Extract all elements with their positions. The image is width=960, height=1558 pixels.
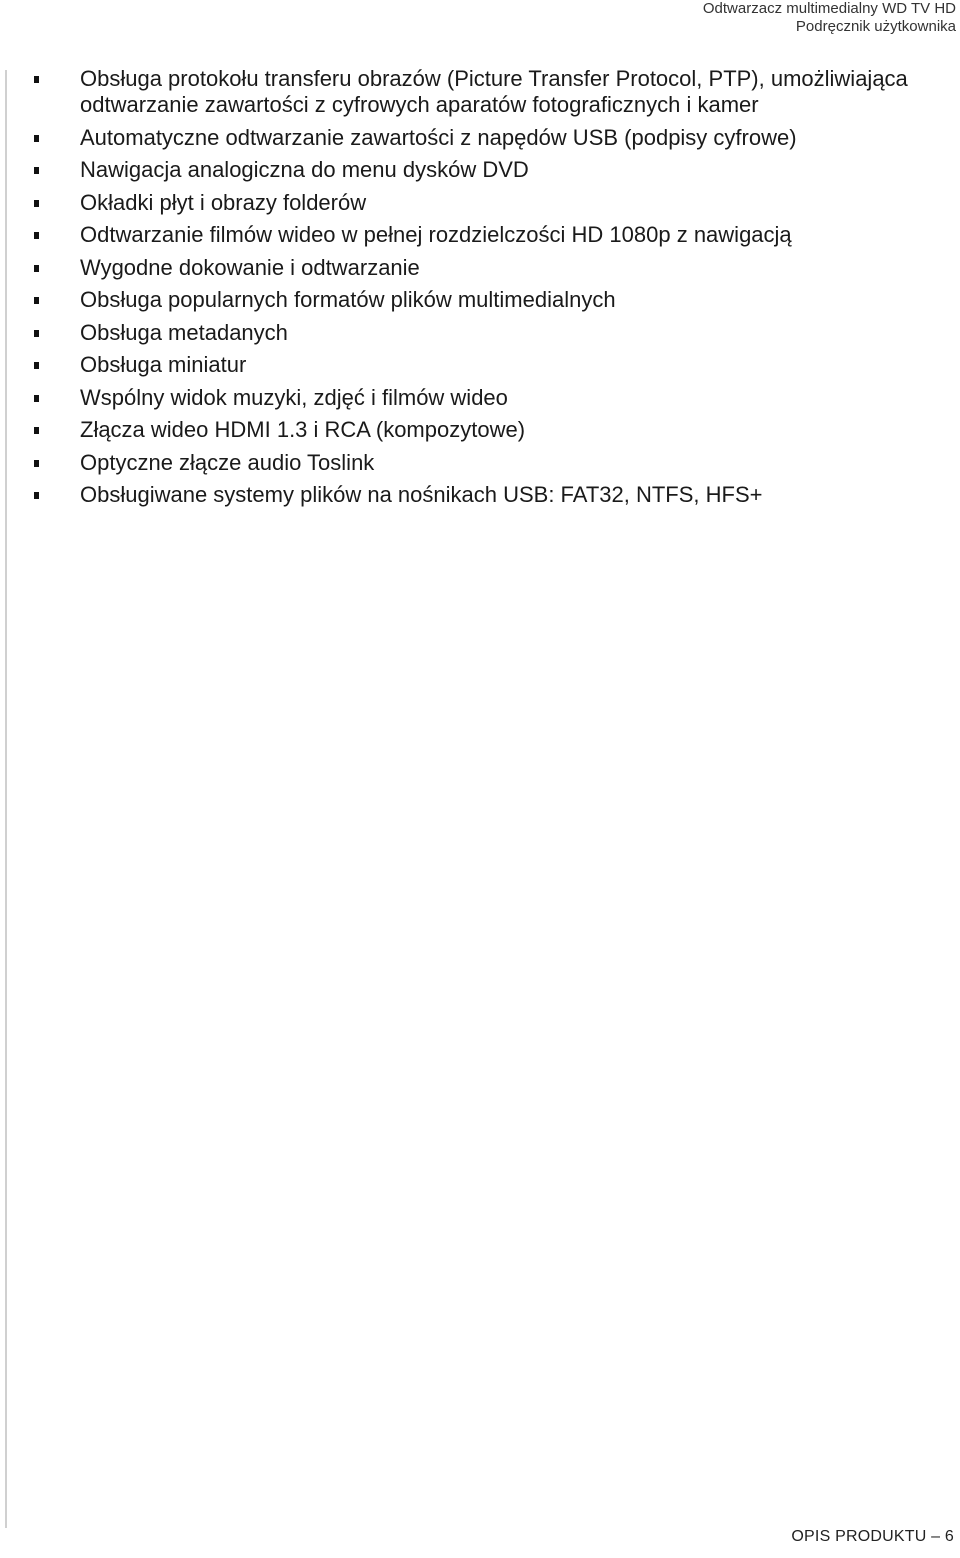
feature-text: Obsługa popularnych formatów plików multimedialnych bbox=[80, 287, 616, 312]
feature-text: Automatyczne odtwarzanie zawartości z napędów USB (podpisy cyfrowe) bbox=[80, 124, 797, 150]
feature-item-metadata bbox=[0, 320, 960, 346]
feature-text: Odtwarzanie filmów wideo w pełnej rozdzielczości HD 1080p z nawigacją bbox=[80, 222, 792, 247]
feature-text: Obsługa miniatur bbox=[80, 352, 247, 377]
page-footer bbox=[791, 1528, 954, 1546]
feature-text: Okładki płyt i obrazy folderów bbox=[80, 189, 367, 215]
bullet-icon bbox=[34, 362, 39, 369]
bullet-icon bbox=[34, 492, 39, 499]
bullet-icon bbox=[34, 395, 39, 402]
feature-text: Wygodne dokowanie i odtwarzanie bbox=[80, 254, 420, 280]
feature-item-dvd-navigation bbox=[0, 157, 960, 183]
feature-item-formats bbox=[0, 287, 960, 313]
feature-text: Wspólny widok muzyki, zdjęć i filmów wideo bbox=[80, 384, 508, 410]
bullet-icon bbox=[34, 76, 39, 83]
footer-section-title: OPIS PRODUKTU bbox=[791, 1528, 927, 1545]
bullet-icon bbox=[34, 460, 39, 467]
header-manual-title: Podręcznik użytkownika bbox=[795, 18, 956, 35]
feature-item-album-art bbox=[0, 190, 960, 216]
bullet-icon bbox=[34, 200, 39, 207]
bullet-icon bbox=[34, 135, 39, 142]
feature-text: Obsługa metadanych bbox=[80, 319, 288, 345]
bullet-icon bbox=[34, 232, 39, 239]
bullet-icon bbox=[34, 427, 39, 434]
feature-item-video-connectors bbox=[0, 417, 960, 443]
feature-item-unified-view bbox=[0, 385, 960, 411]
feature-item-file-systems bbox=[0, 482, 960, 508]
feature-item-ptp bbox=[0, 66, 960, 118]
feature-item-docking bbox=[0, 255, 960, 281]
bullet-icon bbox=[34, 167, 39, 174]
feature-list bbox=[0, 66, 960, 515]
feature-text: Złącza wideo HDMI 1.3 i RCA (kompozytowe) bbox=[80, 417, 526, 442]
feature-text: Nawigacja analogiczna do menu dysków DVD bbox=[80, 157, 529, 182]
page-number: 6 bbox=[944, 1528, 954, 1545]
feature-item-hd-playback bbox=[0, 222, 960, 248]
bullet-icon bbox=[34, 265, 39, 272]
footer-separator: – bbox=[931, 1528, 941, 1545]
page-header bbox=[703, 0, 956, 36]
feature-text: Obsługiwane systemy plików na nośnikach USB: FAT32, NTFS, HFS+ bbox=[80, 482, 763, 507]
feature-item-thumbnails bbox=[0, 352, 960, 378]
header-product-title: Odtwarzacz multimedialny WD TV HD bbox=[702, 0, 956, 17]
feature-item-toslink bbox=[0, 450, 960, 476]
feature-text: Optyczne złącze audio Toslink bbox=[80, 449, 375, 475]
feature-item-usb-autoplay bbox=[0, 125, 960, 151]
bullet-icon bbox=[34, 330, 39, 337]
bullet-icon bbox=[34, 297, 39, 304]
feature-text: Obsługa protokołu transferu obrazów (Picture Transfer Protocol, PTP), umożliwiająca odtwarzanie zawartości z cyfrowych aparatów fotograficznych i kamer bbox=[80, 66, 908, 117]
